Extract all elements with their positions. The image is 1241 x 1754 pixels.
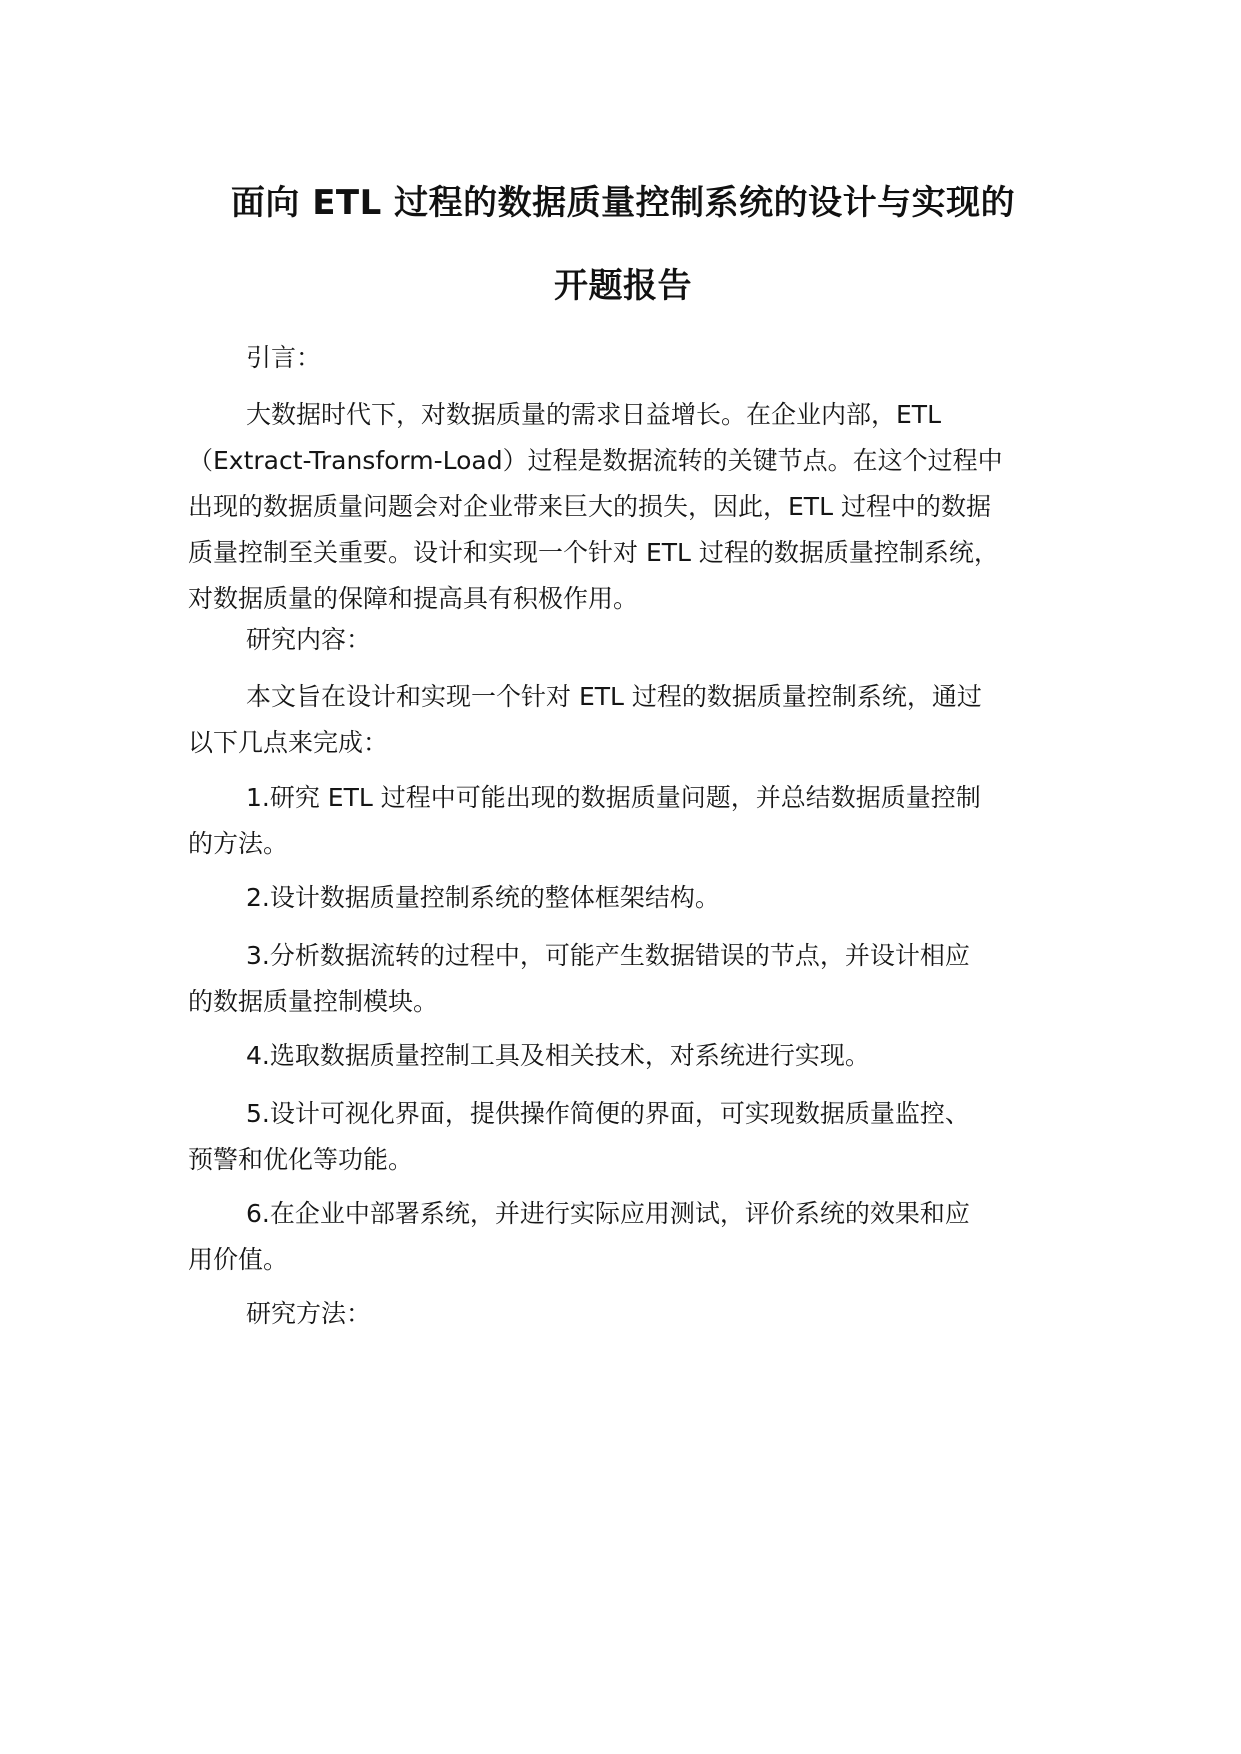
- intro-heading: 引言：: [246, 343, 322, 372]
- research-item-line: 6.在企业中部署系统，并进行实际应用测试，评价系统的效果和应: [246, 1199, 970, 1228]
- research-item-3: [188, 933, 1078, 1025]
- research-item-line: 的数据质量控制模块。: [188, 987, 439, 1016]
- intro-line: 质量控制至关重要。设计和实现一个针对 ETL 过程的数据质量控制系统，: [188, 538, 999, 567]
- document-title-line-1: 面向 ETL 过程的数据质量控制系统的设计与实现的: [230, 183, 1016, 223]
- research-heading: 研究内容：: [246, 625, 372, 654]
- research-item-line: 3.分析数据流转的过程中，可能产生数据错误的节点，并设计相应: [246, 941, 970, 970]
- research-item-line: 1.研究 ETL 过程中可能出现的数据质量问题，并总结数据质量控制: [246, 783, 981, 812]
- intro-line: 出现的数据质量问题会对企业带来巨大的损失，因此，ETL 过程中的数据: [188, 492, 991, 521]
- research-item-line: 5.设计可视化界面，提供操作简便的界面，可实现数据质量监控、: [246, 1099, 970, 1128]
- research-item-2: [188, 875, 1078, 921]
- research-item-line: 的方法。: [188, 829, 289, 858]
- method-heading-paragraph: [188, 1291, 1078, 1337]
- intro-line: 大数据时代下，对数据质量的需求日益增长。在企业内部，ETL: [246, 400, 941, 429]
- research-item-4: [188, 1033, 1078, 1079]
- document-title-line-2: 开题报告: [554, 266, 692, 306]
- intro-heading-paragraph: [188, 335, 1078, 381]
- research-item-6: [188, 1191, 1078, 1283]
- intro-line: （Extract-Transform-Load）过程是数据流转的关键节点。在这个过程中: [188, 446, 1003, 475]
- research-item-5: [188, 1091, 1078, 1183]
- research-item-1: [188, 775, 1078, 867]
- research-item-line: 用价值。: [188, 1245, 289, 1274]
- research-heading-paragraph: [188, 617, 1078, 663]
- intro-paragraph: [188, 392, 1078, 622]
- research-item-line: 预警和优化等功能。: [188, 1145, 414, 1174]
- research-intro-paragraph: [188, 674, 1078, 766]
- research-intro-line: 本文旨在设计和实现一个针对 ETL 过程的数据质量控制系统，通过: [246, 682, 982, 711]
- method-heading: 研究方法：: [246, 1299, 372, 1328]
- research-item-line: 2.设计数据质量控制系统的整体框架结构。: [246, 883, 720, 912]
- research-intro-line: 以下几点来完成：: [188, 728, 389, 757]
- research-item-line: 4.选取数据质量控制工具及相关技术，对系统进行实现。: [246, 1041, 870, 1070]
- intro-line: 对数据质量的保障和提高具有积极作用。: [188, 584, 639, 613]
